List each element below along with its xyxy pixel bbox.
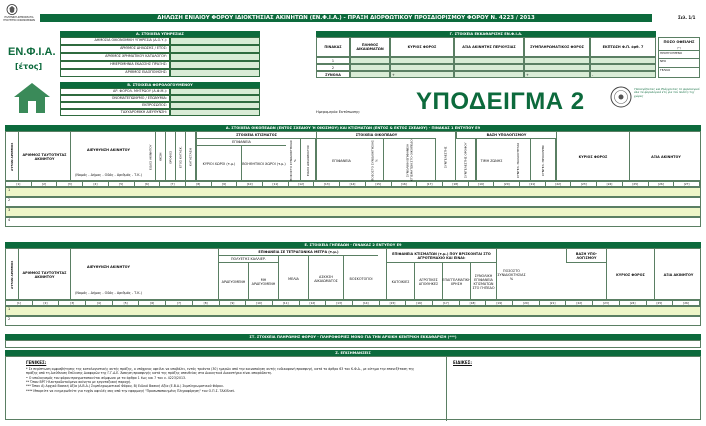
column-number: [26] bbox=[649, 182, 675, 186]
col-tax: ΚΥΡΙΟΣ ΦΟΡΟΣ bbox=[556, 132, 629, 182]
col-supplementary-tax: ΣΥΜΠΛΗΡΩΜΑΤΙΚΟΣ ΦΟΡΟΣ bbox=[524, 37, 590, 57]
column-number: [14] bbox=[340, 182, 366, 186]
column-number: [3] bbox=[57, 182, 83, 186]
col-aa: ΑΥΞΩΝ ΑΡΙΘΜΟΣ bbox=[10, 260, 14, 290]
column-number: [7] bbox=[166, 301, 193, 305]
section-b-row: ΟΝΟΜΑΤΕΠΩΝΥΜΟ / ΕΠΩΝΥΜΙΑ: bbox=[60, 95, 260, 102]
column-number: [20] bbox=[513, 301, 540, 305]
col-value: ΑΞΙΑ ΑΚΙΝΗΤΟΥ bbox=[654, 249, 702, 301]
col-rights: ΠΛΗΘΟΣ ΔΙΚΑΙΩΜΑΤΩΝ bbox=[350, 37, 390, 57]
col-main-tax: ΚΥΡΙΟΣ ΦΟΡΟΣ bbox=[390, 37, 454, 57]
column-number: [26] bbox=[673, 301, 700, 305]
col-id: ΑΡΙΘΜΟΣ ΤΑΥΤΟΤΗΤΑΣ ΑΚΙΝΗΤΟΥ bbox=[18, 132, 70, 182]
column-number: [4] bbox=[83, 182, 109, 186]
section-b-row: ΑΡ. ΦΟΡΟΛ. ΜΗΤΡΩΟΥ (Α.Φ.Μ.): bbox=[60, 88, 260, 95]
col-co-ownership: ΠΟΣΟΣΤΟ ΣΥΝΙΔΙΟΚΤΗΣΙΑΣ % bbox=[286, 139, 301, 182]
col-total-area: ΣΥΝΟΛΙΚΗ ΕΠΙΦΑΝΕΙΑ ΚΤΙΣΜΑΤΩΝ ΣΤΟ ΓΗΠΕΔΟ bbox=[470, 263, 496, 301]
col-non-irrigated: ΜΗ ΑΡΔΕΥΟΜΕΝΗ bbox=[248, 263, 278, 301]
col-pasture: ΒΟΣΚΟΤΟΠΟΙ bbox=[343, 256, 378, 301]
section-d-rows bbox=[5, 187, 701, 227]
section-a-row: ΑΡΙΘΜΟΣ ΕΙΔΟΠΟΙΗΣΗΣ: bbox=[60, 69, 260, 77]
section-a-value[interactable] bbox=[170, 45, 260, 53]
general-notes bbox=[26, 367, 426, 393]
section-a-row: ΑΡΙΘΜΟΣ ΔΗΛΩΣΗΣ / ΕΤΟΣ: bbox=[60, 45, 260, 53]
column-number: [17] bbox=[417, 182, 443, 186]
divider bbox=[446, 357, 447, 421]
col-value: ΑΞΙΑ ΑΚΙΝΗΤΟΥ bbox=[629, 132, 702, 182]
col-floor: ΟΡΟΦΟΣ bbox=[166, 132, 176, 182]
col-floor-coef: ΣΥΝΤΕΛΕΣΤΗΣ ΟΡΟΦΟΥ bbox=[456, 139, 476, 182]
col-table: ΠΙΝΑΚΑΣ bbox=[316, 37, 350, 57]
table-row[interactable]: 3 bbox=[5, 207, 701, 217]
col-position: ΘΕΣΗ bbox=[156, 132, 166, 182]
column-number: [19] bbox=[469, 182, 495, 186]
column-number: [6] bbox=[139, 301, 166, 305]
due-box bbox=[658, 37, 700, 78]
col-right-exercise: ΑΣΚΗΣΗ ΔΙΚΑΙΩΜΑΤΟΣ bbox=[308, 256, 343, 301]
column-number: [8] bbox=[186, 182, 212, 186]
col-status: ΚΑΤΑΣΤΑΣΗ bbox=[186, 132, 196, 182]
column-number: [2] bbox=[32, 182, 58, 186]
col-age-coef: ΣΥΝΤΕΛ. ΠΑΛΑΙΟΤΗΤΑΣ bbox=[506, 139, 531, 182]
section-b-table bbox=[60, 88, 260, 116]
group-buildings: ΕΠΙΦΑΝΕΙΑ ΚΤΙΣΜΑΤΩΝ (τ.μ.) ΠΟΥ ΒΡΙΣΚΟΝΤΑΙ ΣΤΟ ΑΓΡΟΤΕΜΑΧΙΟ ΚΑΙ ΕΙΝΑΙ: bbox=[386, 249, 496, 263]
column-number: [9] bbox=[220, 301, 247, 305]
column-number: [7] bbox=[160, 182, 186, 186]
section-g-row: 1 bbox=[316, 57, 656, 64]
col-zone-price: ΤΙΜΗ ΖΩΝΗΣ bbox=[476, 139, 506, 182]
column-number: [23] bbox=[593, 301, 620, 305]
column-number: [16] bbox=[392, 182, 418, 186]
due-note: (*) bbox=[677, 46, 681, 50]
section-g-table bbox=[316, 37, 656, 78]
column-number: [11] bbox=[263, 182, 289, 186]
column-number: [9] bbox=[212, 182, 238, 186]
col-addr: ΔΙΕΥΘΥΝΣΗ ΑΚΙΝΗΤΟΥ bbox=[70, 132, 146, 168]
form-year: [έτος] bbox=[15, 62, 43, 71]
section-a-title: Α. ΣΤΟΙΧΕΙΑ ΥΠΗΡΕΣΙΑΣ bbox=[60, 31, 260, 37]
section-b-row: ΕΚΠΡΟΣΩΠΟΣ: bbox=[60, 102, 260, 109]
print-date-label: Ημερομηνία Εκτύπωσης: bbox=[316, 110, 361, 114]
col-farm-storage: ΑΓΡΟΤΙΚΕΣ ΑΠΟΘΗΚΕΣ bbox=[414, 263, 442, 301]
column-number: [12] bbox=[300, 301, 327, 305]
column-number: [17] bbox=[433, 301, 460, 305]
column-number: [11] bbox=[273, 301, 300, 305]
note: • Ο υπολογισμός του φόρου πραγματοποιείται σύμφωνα με τα άρθρα 1 έως και 7 του ν. 4223/2013. bbox=[26, 375, 187, 380]
column-number: [22] bbox=[566, 301, 593, 305]
column-number: [8] bbox=[193, 301, 220, 305]
col-aa: ΑΥΞΩΝ ΑΡΙΘΜΟΣ bbox=[10, 142, 14, 172]
group-building: ΣΤΟΙΧΕΙΑ ΚΤΙΣΜΑΤΟΣ bbox=[196, 132, 316, 139]
column-number: [10] bbox=[237, 182, 263, 186]
section-e-rows bbox=[5, 306, 701, 326]
group-plot: ΣΤΟΙΧΕΙΑ ΟΙΚΟΠΕΔΟΥ bbox=[316, 132, 436, 139]
col-aux-space: ΒΟΗΘΗΤΙΚΟΙ ΧΩΡΟΙ (τ.μ.) bbox=[241, 146, 286, 182]
col-right-type: ΕΙΔΟΣ ΔΙΚΑΙΩΜΑΤΟΣ bbox=[301, 139, 316, 182]
special-notes-label: ΕΙΔΙΚΕΣ: bbox=[453, 360, 472, 365]
plus-sign: + bbox=[526, 72, 529, 77]
section-d-header bbox=[5, 131, 701, 181]
section-b-row: ΤΑΧΥΔΡΟΜΙΚΗ ΔΙΕΥΘΥΝΣΗ: bbox=[60, 109, 260, 116]
column-number: [20] bbox=[494, 182, 520, 186]
col-addr-sub: (Νομός - Δήμος - Οδός - Αριθμός - Τ.Κ.) bbox=[70, 285, 146, 301]
seal-icon bbox=[610, 86, 632, 108]
group-base: ΒΑΣΗ ΥΠΟΛΟΓΙΣΜΟΥ bbox=[456, 132, 556, 139]
section-a-value[interactable] bbox=[170, 61, 260, 69]
col-professional: ΕΠΑΓΓΕΛΜΑΤΙΚΗ ΧΡΗΣΗ bbox=[442, 263, 470, 301]
column-number: [18] bbox=[460, 301, 487, 305]
section-b-value[interactable] bbox=[170, 109, 260, 116]
due-title: ΠΟΣΟ ΟΦΕΙΛΗΣ bbox=[663, 40, 695, 44]
section-st-title: ΣΤ. ΣΤΟΙΧΕΙΑ ΠΛΗΡΩΜΗΣ ΦΟΡΟΥ - ΠΛΗΡΟΦΟΡΙΕΣ ΜΟΝΟ ΓΙΑ ΤΗΝ ΑΡΧΙΚΗ ΚΕΝΤΡΙΚΗ ΕΚΚΑΘΑΡΙΣΗ (***) bbox=[5, 334, 701, 340]
column-number: [21] bbox=[520, 182, 546, 186]
column-number: [14] bbox=[353, 301, 380, 305]
section-b-value[interactable] bbox=[170, 95, 260, 102]
minus-sign: - bbox=[592, 72, 594, 77]
column-number: [1] bbox=[6, 301, 33, 305]
column-number: [12] bbox=[289, 182, 315, 186]
column-number: [5] bbox=[109, 182, 135, 186]
column-number: [5] bbox=[113, 301, 140, 305]
column-number: [15] bbox=[366, 182, 392, 186]
house-icon bbox=[13, 82, 51, 114]
group-land-area: ΕΠΙΦΑΝΕΙΑ ΣΕ ΤΕΤΡΑΓΩΝΙΚΑ ΜΕΤΡΑ (τ.μ.) bbox=[218, 249, 378, 256]
column-number: [16] bbox=[406, 301, 433, 305]
column-number: [22] bbox=[546, 182, 572, 186]
col-plot-area: ΕΠΙΦΑΝΕΙΑ bbox=[316, 139, 366, 182]
col-total-building-area: ΣΥΝΟΛΙΚΗ ΕΠΙΦΑΝΕΙΑ ΚΤΙΣΜΑΤΩΝ ΣΤΟ ΟΙΚΟΠΕΔΟ bbox=[384, 139, 436, 182]
note: **** Μπορείτε να ενημερωθείτε για τυχόν οφειλές σας από την εφαρμογή "Προσωποποιημένη Πληροφόρηση" του Ο.Π.Σ. TAXISnet. bbox=[26, 388, 235, 393]
col-year: ΕΤΟΣ ΚΑΤΑΣΚ. bbox=[176, 132, 186, 182]
section-g-header bbox=[316, 37, 656, 57]
table-row[interactable]: 1 bbox=[5, 306, 701, 316]
section-g-total-row: ΣΥΝΟΛΑ + + - bbox=[316, 71, 656, 78]
section-a-value[interactable] bbox=[170, 53, 260, 61]
column-number: [10] bbox=[246, 301, 273, 305]
plus-sign: + bbox=[392, 72, 395, 77]
section-a-row: ΑΡΙΘΜΟΣ ΧΡΗΜΑΤΙΚΟΥ ΚΑΤΑΛΟΓΟΥ: bbox=[60, 53, 260, 61]
due-previous: ΠΡΟΗΓΟΥΜΕΝΟ bbox=[659, 50, 699, 58]
note: ** Όπου ΒΡΓ Ηλεκτροδοτούμενο ακίνητο με εργοταξιακή παροχή. bbox=[26, 379, 132, 384]
note: *** Όπου Α) Αρχικό Βασική Αξία (Α.Β.Α.) Συμπληρωματικού Φόρου, Β) Ειδικό Βασική Αξία (Ε.Β.Α.) Συμπληρωματικού Φόρου. bbox=[26, 384, 224, 389]
column-number: [25] bbox=[623, 182, 649, 186]
general-notes-label: ΓΕΝΙΚΕΣ: bbox=[26, 360, 47, 365]
col-deduction: ΕΚΠΤΩΣΗ Φ.Π. άρθ. 7 bbox=[590, 37, 656, 57]
column-number: [6] bbox=[135, 182, 161, 186]
table-row[interactable]: 2 bbox=[5, 197, 701, 207]
section-z-title: Ζ. ΕΠΙΣΗΜΑΝΣΕΙΣ bbox=[5, 350, 701, 356]
section-b-value[interactable] bbox=[170, 88, 260, 95]
col-front-coef: ΣΥΝΤΕΛ. ΠΡΟΣΟΨΗΣ bbox=[531, 139, 556, 182]
column-number: [2] bbox=[33, 301, 60, 305]
org-line-1: ΕΛΛΗΝΙΚΗ ΔΗΜΟΚΡΑΤΙΑ bbox=[4, 16, 34, 19]
org-line-2: ΥΠΟΥΡΓΕΙΟ ΟΙΚΟΝΟΜΙΚΩΝ bbox=[3, 19, 35, 22]
section-st-body bbox=[5, 340, 701, 348]
section-e-header bbox=[5, 248, 701, 300]
col-id: ΑΡΙΘΜΟΣ ΤΑΥΤΟΤΗΤΑΣ ΑΚΙΝΗΤΟΥ bbox=[18, 249, 70, 301]
col-addr: ΔΙΕΥΘΥΝΣΗ ΑΚΙΝΗΤΟΥ bbox=[70, 249, 146, 285]
sample-watermark: ΥΠΟΔΕΙΓΜΑ 2 bbox=[416, 88, 585, 115]
column-number: [27] bbox=[674, 182, 700, 186]
column-number: [3] bbox=[59, 301, 86, 305]
column-number: [25] bbox=[647, 301, 674, 305]
column-number: [15] bbox=[380, 301, 407, 305]
section-g-row: 2 bbox=[316, 64, 656, 71]
page-title: ΔΗΛΩΣΗ ΕΝΙΑΙΟΥ ΦΟΡΟΥ ΙΔΙΟΚΤΗΣΙΑΣ ΑΚΙΝΗΤΩΝ (ΕΝ.Φ.Ι.Α.) - ΠΡΑΞΗ ΔΙΟΡΘΩΤΙΚΟΥ ΠΡΟΣΔΙΟΡΙΣΜΟΥ ΦΟΡΟΥ Ν. 4223 / 2013 bbox=[40, 14, 652, 22]
section-a-value[interactable] bbox=[170, 37, 260, 45]
due-new: ΝΕΟ bbox=[659, 58, 699, 67]
col-irrigated: ΑΡΔΕΥΟΜΕΝΗ bbox=[218, 263, 248, 301]
page-number: Σελ. 1/1 bbox=[678, 15, 696, 20]
section-a-table bbox=[60, 37, 260, 77]
section-b-title: Β. ΣΤΟΙΧΕΙΑ ΦΟΡΟΛΟΓΟΥΜΕΝΟΥ bbox=[60, 82, 260, 88]
table-row[interactable]: 1 bbox=[5, 187, 701, 197]
col-share: ΠΟΣΟΣΤΟ ΣΥΝΙΔΙΟΚΤΗΣΙΑΣ % bbox=[496, 249, 526, 301]
col-main-space: ΚΥΡΙΟΙ ΧΩΡΟΙ (τ.μ.) bbox=[196, 146, 241, 182]
col-property-value: ΑΞΙΑ ΑΚΙΝΗΤΗΣ ΠΕΡΙΟΥΣΙΑΣ bbox=[454, 37, 524, 57]
column-number: [13] bbox=[326, 301, 353, 305]
column-number: [23] bbox=[571, 182, 597, 186]
coat-of-arms-icon bbox=[6, 4, 18, 15]
section-d-title: Δ. ΣΤΟΙΧΕΙΑ ΟΙΚΟΠΕΔΩΝ (ΕΝΤΟΣ ΣΧΕΔΙΟΥ Ή ΟΙΚΙΣΜΟΥ) ΚΑΙ ΚΤΙΣΜΑΤΩΝ (ΕΝΤΟΣ & ΕΚΤΟΣ ΣΧΕΔΙΟΥ) - ΠΙΝΑΚΑΣ 1 ΕΝΤΥΠΟΥ Ε9 bbox=[5, 125, 701, 131]
column-number: [18] bbox=[443, 182, 469, 186]
col-addr-sub: (Νομός - Δήμος - Οδός - Αριθμός - Τ.Κ.) bbox=[70, 168, 146, 182]
column-number: [24] bbox=[597, 182, 623, 186]
section-b-value[interactable] bbox=[170, 102, 260, 109]
col-coefficient: ΣΥΝΤΕΛΕΣΤΗΣ bbox=[436, 132, 456, 182]
group-area: ΕΠΙΦΑΝΕΙΑ bbox=[196, 139, 286, 146]
col-trees: ΜΕΛΙΑ bbox=[278, 256, 308, 301]
table-row[interactable]: 2 bbox=[5, 316, 701, 326]
section-g-title: Γ. ΣΤΟΙΧΕΙΑ ΕΚΚΑΘΑΡΙΣΗΣ ΕΝ.Φ.Ι.Α. bbox=[316, 31, 656, 37]
column-number: [13] bbox=[314, 182, 340, 186]
section-a-value[interactable] bbox=[170, 69, 260, 77]
table-row[interactable]: 4 bbox=[5, 217, 701, 227]
col-homes: ΚΑΤΟΙΚΙΕΣ bbox=[386, 263, 414, 301]
seal-text: Υπολογίζοντας και Ελέγχοντας το φορολογικό όλα τα φορολογικά έτη για τον πολίτη της χώρας bbox=[634, 87, 700, 98]
section-a-row: ΗΜΕΡΟΜΗΝΙΑ ΕΚΔΟΣΗΣ ΠΡΑΞΗΣ: bbox=[60, 61, 260, 69]
due-final: ΤΕΛΙΚΟ bbox=[659, 67, 699, 76]
column-number: [19] bbox=[486, 301, 513, 305]
col-type: ΕΙΔΟΣ ΑΚΙΝΗΤΟΥ bbox=[146, 132, 156, 182]
group-cultivation: ΠΟΛΥΕΤΗΣ ΚΑΛΛΙΕΡ. bbox=[218, 256, 278, 263]
group-base: ΒΑΣΗ ΥΠΟ-ΛΟΓΙΣΜΟΥ bbox=[566, 249, 606, 263]
column-number: [1] bbox=[6, 182, 32, 186]
note: * Σε περίπτωση αμφισβήτησης της καταλογιστικής αυτής πράξης, ο υπόχρεος οφείλει να υποβάλει, εντός τριάντα (30) ημερών από την κοινοποίηση αυτής ενδικοφανή προσφυγή, κατά το άρθρο 63 του Κ.Φ.Δ., με αίτημα την επανεξέταση της πράξης από τη Διεύθυνση Επίλυσης Διαφορών της Γ.Γ.Δ.Ε. Άσκηση προσφυγής κατά της πράξης απευθείας στα Διοικητικά Δικαστήρια είναι απαράδεκτη. bbox=[26, 367, 415, 376]
section-a-row: ΔΗΜΟΣΙΑ ΟΙΚΟΝΟΜΙΚΗ ΥΠΗΡΕΣΙΑ (Δ.Ο.Υ.): bbox=[60, 37, 260, 45]
col-plot-share: ΠΟΣΟΣΤΟ ΣΥΝΙΔΙΟΚΤΗΣΙΑΣ % bbox=[366, 139, 384, 182]
col-tax: ΚΥΡΙΟΣ ΦΟΡΟΣ bbox=[606, 249, 654, 301]
column-number: [24] bbox=[620, 301, 647, 305]
column-number: [4] bbox=[86, 301, 113, 305]
column-number: [21] bbox=[540, 301, 567, 305]
section-z-body bbox=[5, 356, 701, 420]
section-e-title: Ε. ΣΤΟΙΧΕΙΑ ΓΗΠΕΔΩΝ - ΠΙΝΑΚΑΣ 2 ΕΝΤΥΠΟΥ Ε9 bbox=[5, 242, 701, 248]
form-code: ΕΝ.Φ.Ι.Α. bbox=[8, 46, 56, 58]
